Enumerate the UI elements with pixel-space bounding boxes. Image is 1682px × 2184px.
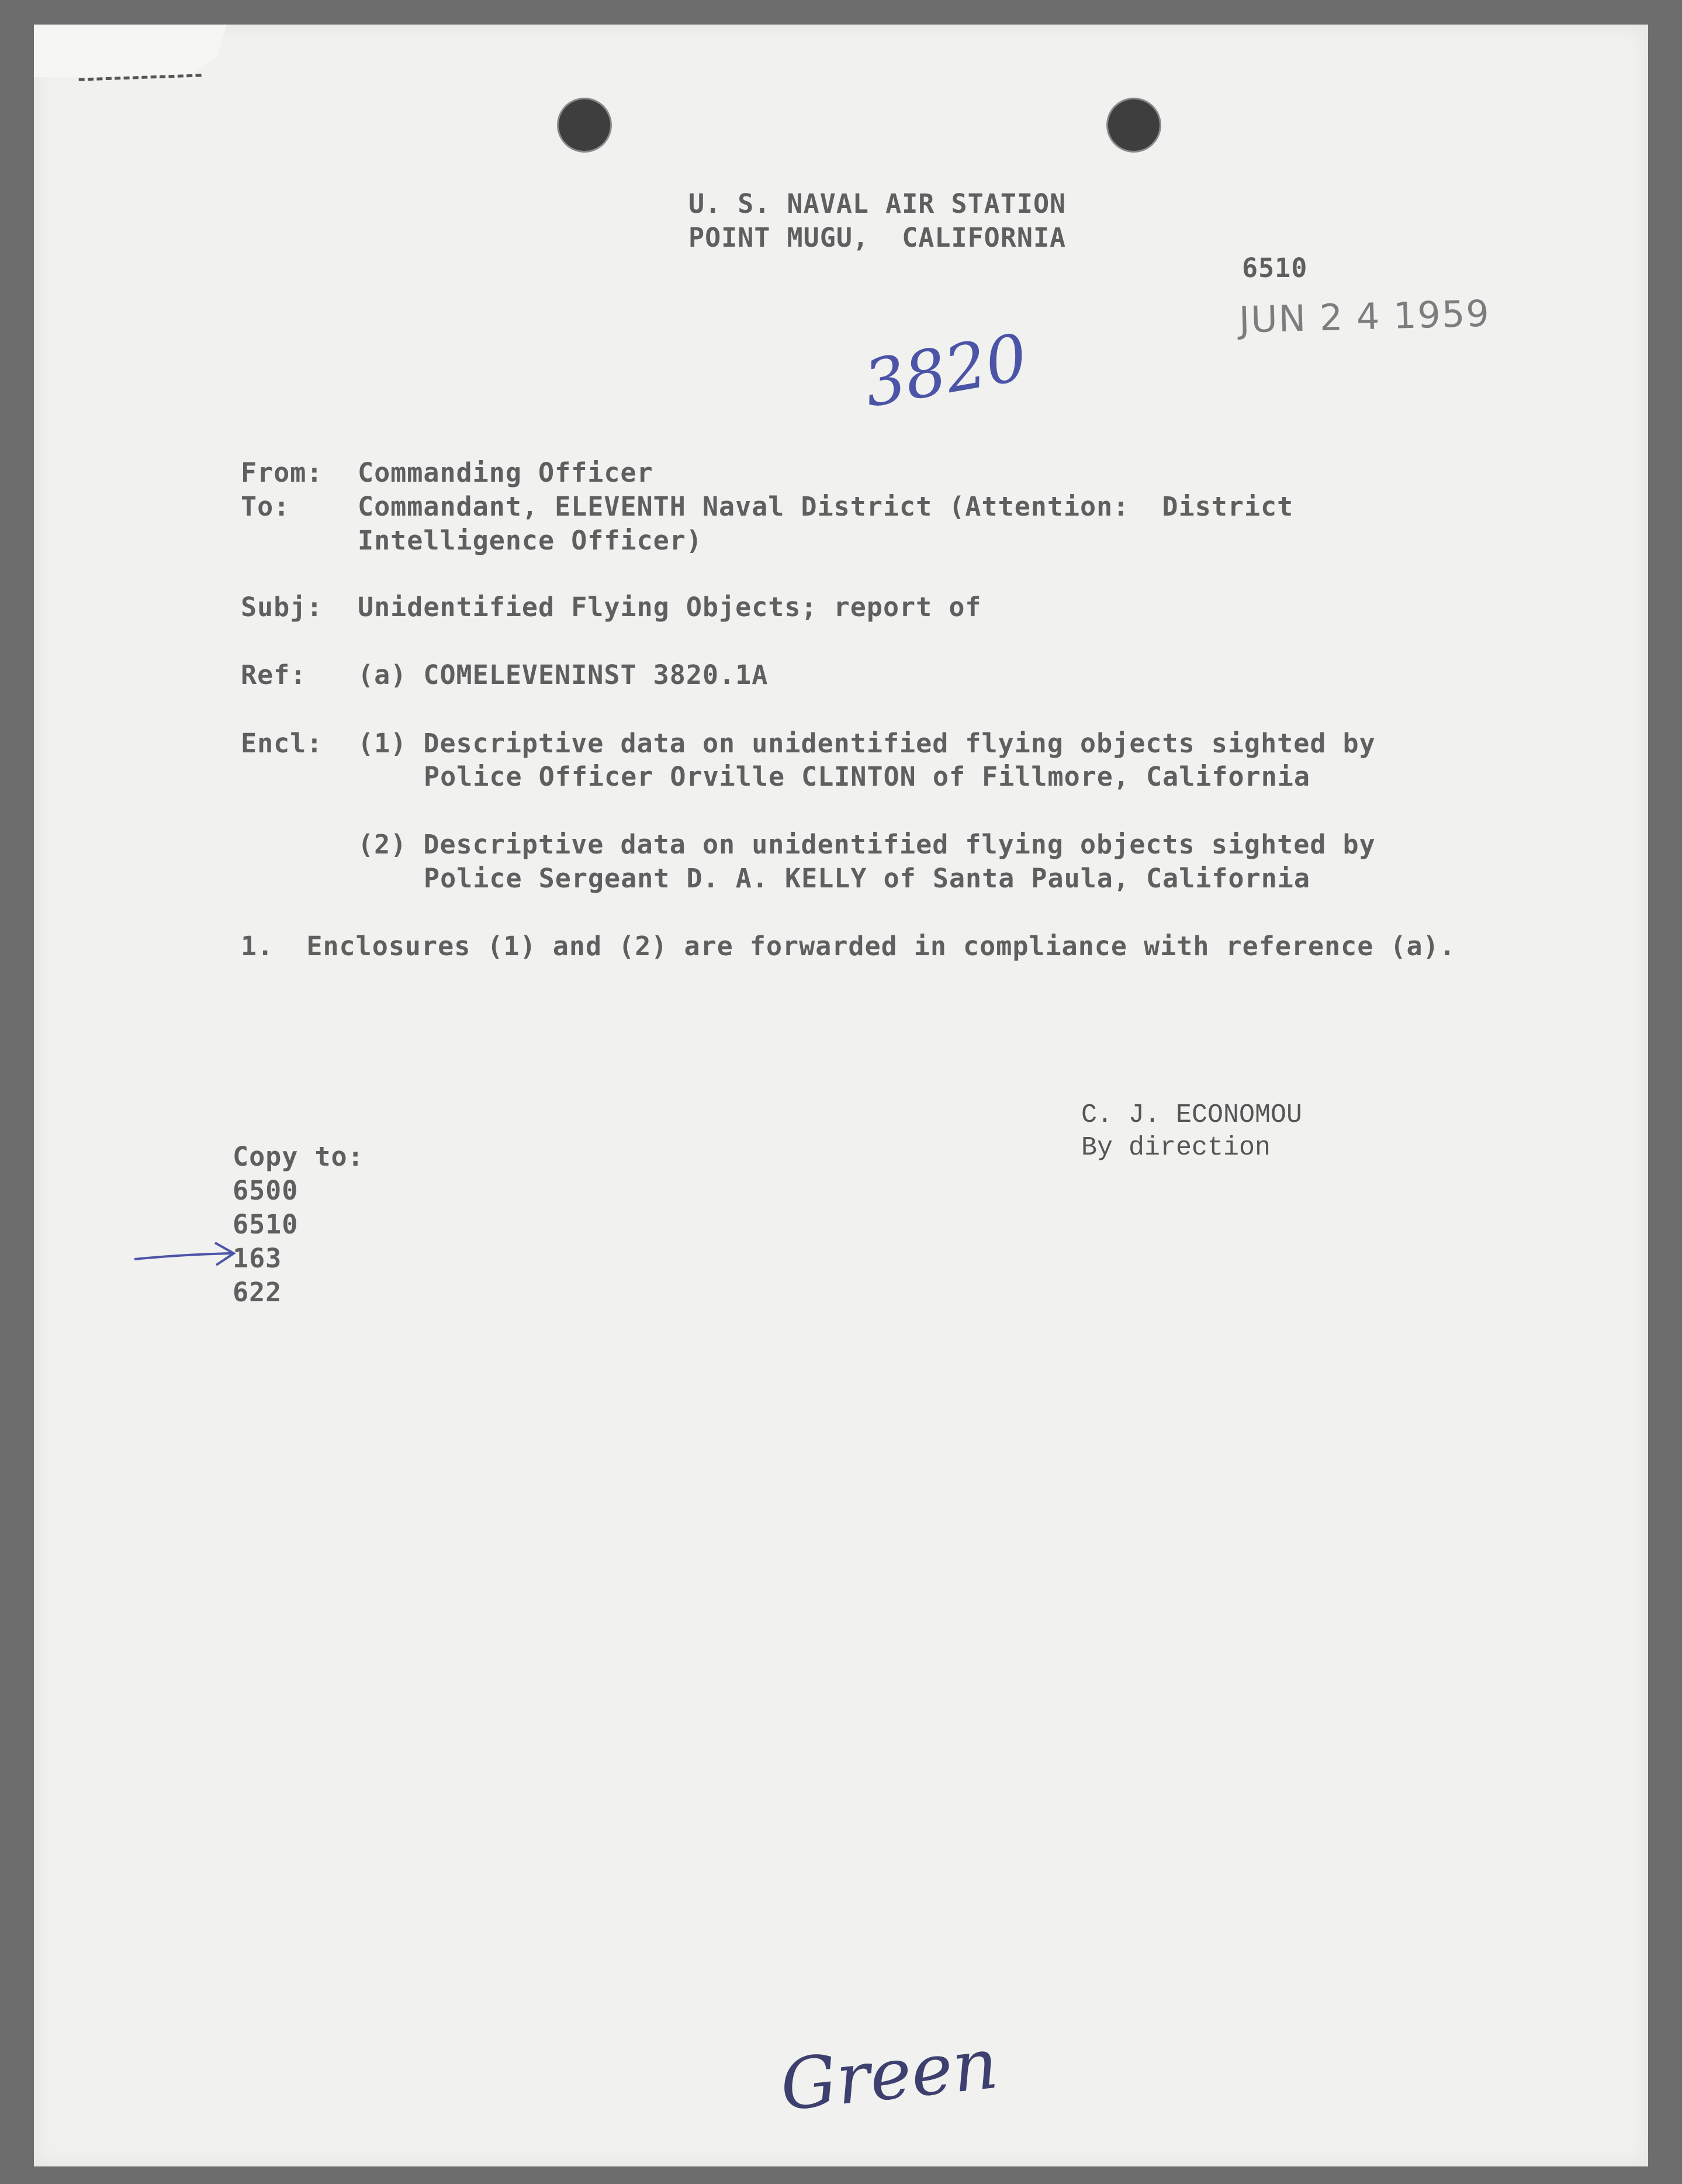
subj-label: Subj: — [241, 592, 323, 623]
ref-value: (a) COMELEVENINST 3820.1A — [358, 659, 769, 690]
copy-to-item: 163 — [233, 1243, 282, 1274]
document-page — [34, 25, 1648, 2166]
punch-hole-left — [557, 98, 612, 153]
encl-1-line1: (1) Descriptive data on unidentified flying objects sighted by — [358, 728, 1376, 759]
punch-hole-right — [1106, 98, 1161, 153]
date-stamp: JUN 2 4 1959 — [1238, 292, 1491, 341]
from-value: Commanding Officer — [358, 457, 653, 488]
to-value-line2: Intelligence Officer) — [358, 525, 702, 556]
signature-name: C. J. ECONOMOU — [1081, 1100, 1303, 1130]
to-value-line1: Commandant, ELEVENTH Naval District (Attention: District — [358, 491, 1294, 522]
encl-1-line2: Police Officer Orville CLINTON of Fillmore, California — [424, 761, 1310, 792]
encl-2-line2: Police Sergeant D. A. KELLY of Santa Paula, California — [424, 863, 1310, 894]
copy-to-label: Copy to: — [233, 1141, 364, 1172]
file-number: 6510 — [1242, 253, 1308, 284]
copy-to-item: 622 — [233, 1277, 282, 1308]
encl-label: Encl: — [241, 728, 323, 759]
subj-value: Unidentified Flying Objects; report of — [358, 592, 982, 623]
header-station: U. S. NAVAL AIR STATION — [688, 188, 1067, 219]
copy-to-item: 6510 — [233, 1209, 299, 1240]
encl-2-line1: (2) Descriptive data on unidentified flying objects sighted by — [358, 829, 1376, 860]
from-label: From: — [241, 457, 323, 488]
header-location: POINT MUGU, CALIFORNIA — [688, 222, 1067, 253]
ref-label: Ref: — [241, 659, 307, 690]
signature-title: By direction — [1081, 1133, 1271, 1163]
handwritten-arrow-icon — [133, 1238, 238, 1273]
to-label: To: — [241, 491, 290, 522]
copy-to-item: 6500 — [233, 1175, 299, 1206]
handwritten-signature: Green — [776, 2023, 1002, 2127]
paragraph-1: 1. Enclosures (1) and (2) are forwarded in compliance with reference (a). — [241, 931, 1456, 962]
torn-corner — [34, 25, 227, 77]
handwritten-file-number: 3820 — [859, 319, 1033, 422]
